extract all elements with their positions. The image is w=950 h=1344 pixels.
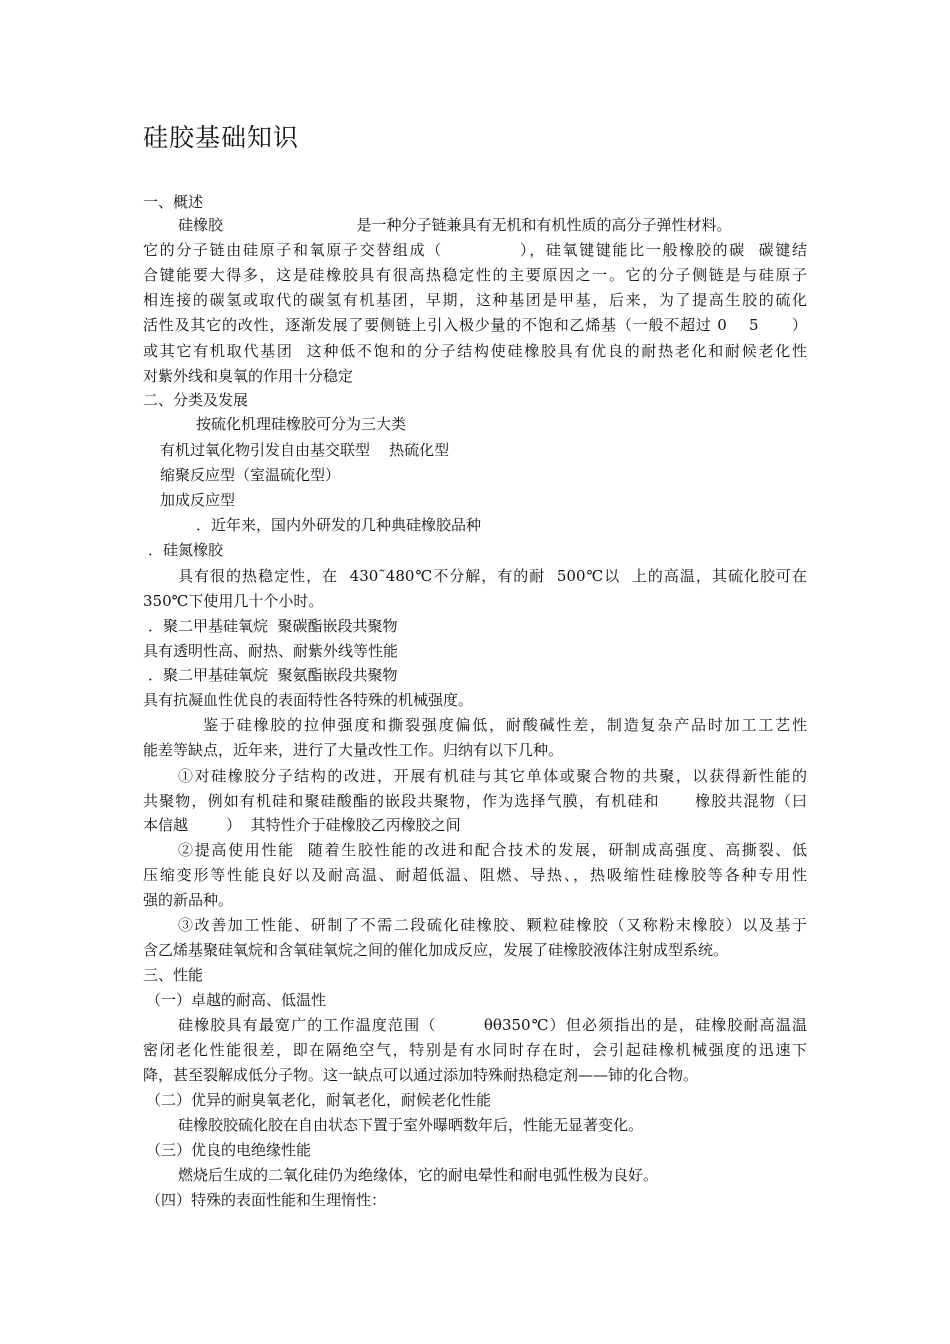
text-line: 压缩变形等性能良好以及耐高温、耐超低温、阻燃、导热、，热吸缩性硅橡胶等各种专用性 (143, 866, 807, 884)
text-line: 能差等缺点，近年来，进行了大量改性工作。归纳有以下几种。 (143, 741, 564, 759)
subheading: ．聚二甲基硅氧烷 聚氨酯嵌段共聚物 (148, 666, 398, 684)
text-line: 强的新品种。 (143, 891, 234, 909)
text-line: 硅橡胶具有最宽广的工作温度范围（ θθ350℃）但必须指出的是，硅橡胶耐高温温 (178, 1016, 807, 1034)
text-line: 硅橡胶 是一种分子链兼具有无机和有机性质的高分子弹性材料。 (178, 216, 732, 234)
text-line: 具有很的热稳定性，在 430˜480℃不分解，有的耐 500℃以 上的高温，其硫化胶可在 (178, 567, 807, 585)
list-item: 有机过氧化物引发自由基交联型 热硫化型 (160, 441, 450, 459)
section-heading: 二、分类及发展 (143, 391, 249, 409)
text-line: 硅橡胶胶硫化胶在自由状态下置于室外曝晒数年后，性能无显著变化。 (178, 1116, 644, 1134)
subheading: ．聚二甲基硅氧烷 聚碳酯嵌段共聚物 (148, 617, 398, 635)
subheading: （四）特殊的表面性能和生理惰性： (146, 1191, 387, 1209)
text-line: 或其它有机取代基团 这种低不饱和的分子结构使硅橡胶具有优良的耐热老化和耐候老化性 (143, 342, 807, 360)
text-line: 燃烧后生成的二氧化硅仍为绝缘体，它的耐电晕性和耐电弧性极为良好。 (178, 1166, 659, 1184)
subheading: （二）优异的耐臭氧老化，耐氧老化，耐候老化性能 (146, 1091, 492, 1109)
text-line: 按硫化机理硅橡胶可分为三大类 (196, 415, 407, 433)
text-line: 合键能要大得多，这是硅橡胶具有很高热稳定性的主要原因之一。它的分子侧链是与硅原子 (143, 266, 807, 284)
text-line: 具有透明性高、耐热、耐紫外线等性能 (143, 642, 399, 660)
section-heading: 一、概述 (143, 193, 204, 211)
text-line: ①对硅橡胶分子结构的改进，开展有机硅与其它单体或聚合物的共聚，以获得新性能的 (178, 767, 807, 785)
subheading: （三）优良的电绝缘性能 (146, 1141, 312, 1159)
text-line: 密闭老化性能很差，即在隔绝空气，特别是有水同时存在时，会引起硅橡机械强度的迅速下 (143, 1041, 807, 1059)
text-line: 具有抗凝血性优良的表面特性各特殊的机械强度。 (143, 691, 474, 709)
subheading: ．硅氮橡胶 (148, 541, 224, 559)
text-line: 共聚物，例如有机硅和聚硅酸酯的嵌段共聚物，作为选择气膜，有机硅和 橡胶共混物（曰 (143, 792, 807, 810)
text-line: 降，甚至裂解成低分子物。这一缺点可以通过添加特殊耐热稳定剂——铈的化合物。 (143, 1066, 699, 1084)
text-line: ②提高使用性能 随着生胶性能的改进和配合技术的发展，研制成高强度、高撕裂、低 (178, 841, 807, 859)
text-line: 含乙烯基聚硅氧烷和含氧硅氧烷之间的催化加成反应，发展了硅橡胶液体注射成型系统。 (143, 941, 729, 959)
text-line: 350℃下使用几十个小时。 (143, 592, 324, 610)
document-title: 硅胶基础知识 (143, 123, 300, 152)
text-line: 它的分子链由硅原子和氧原子交替组成（ ），硅氧键键能比一般橡胶的碳 碳键结 (143, 241, 807, 259)
text-line: 本信越 ） 其特性介于硅橡胶乙丙橡胶之间 (143, 816, 461, 834)
text-line: ．近年来，国内外研发的几种典硅橡胶品种 (196, 516, 482, 534)
list-item: 加成反应型 (160, 491, 236, 509)
section-heading: 三、性能 (143, 966, 204, 984)
text-line: 相连接的碳氢或取代的碳氢有机基团，早期，这种基团是甲基，后来，为了提高生胶的硫化 (143, 291, 807, 309)
text-line: 活性及其它的改性，逐渐发展了要侧链上引入极少量的不饱和乙烯基（一般不超过 0 5 ） (143, 316, 807, 334)
list-item: 缩聚反应型（室温硫化型） (160, 466, 341, 484)
text-line: 鉴于硅橡胶的拉伸强度和撕裂强度偏低，耐酸碱性差，制造复杂产品时加工工艺性 (203, 716, 807, 734)
subheading: （一）卓越的耐高、低温性 (146, 991, 327, 1009)
text-line: 对紫外线和臭氧的作用十分稳定 (143, 367, 354, 385)
text-line: ③改善加工性能、研制了不需二段硫化硅橡胶、颗粒硅橡胶（又称粉末橡胶）以及基于 (178, 916, 807, 934)
